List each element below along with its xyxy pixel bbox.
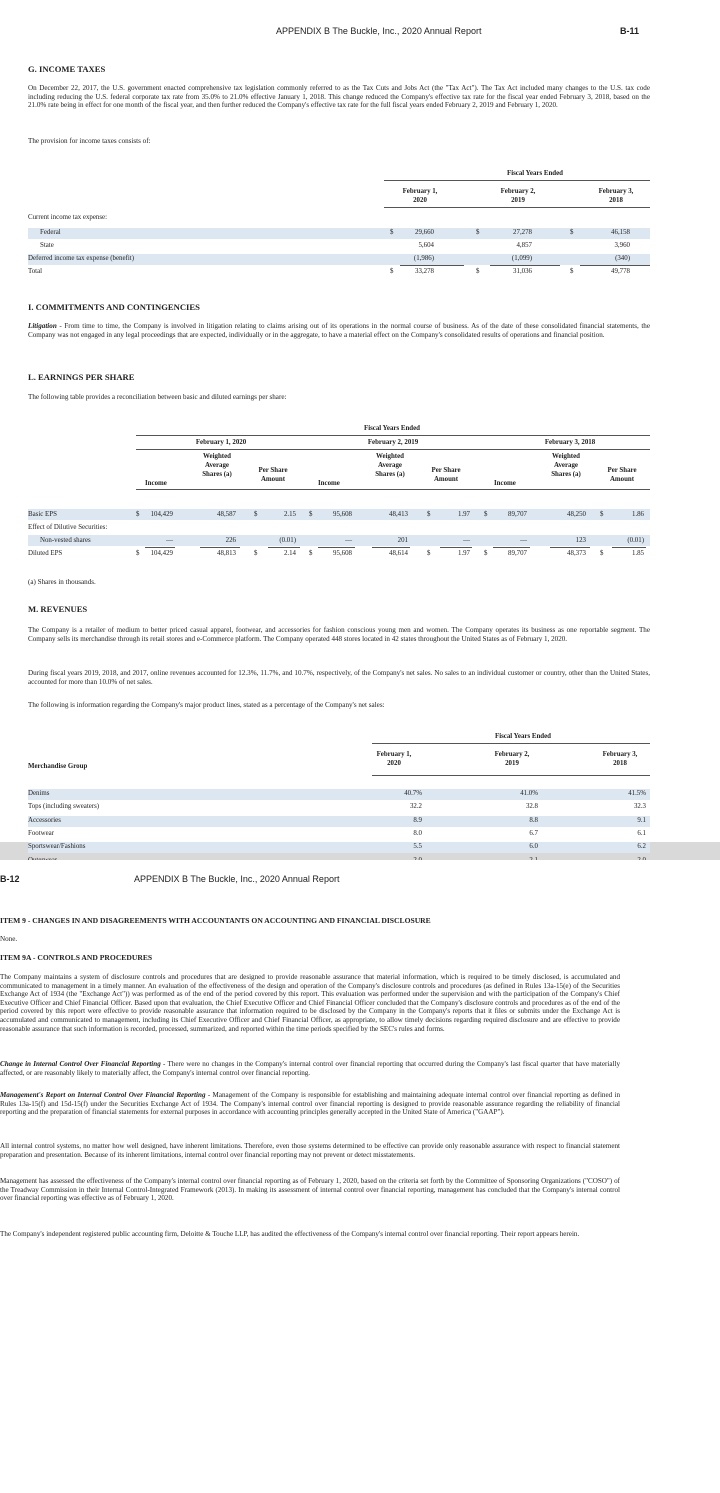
tax-cell-value: (340) (615, 255, 630, 262)
row-shade (28, 228, 650, 239)
tax-cell-dollar: $ (390, 268, 394, 275)
merch-cell-2018: 32.3 (633, 803, 646, 811)
tax-cell-value: 31,036 (513, 268, 532, 275)
eps-total-rule (493, 547, 530, 548)
merch-cell-2019: 6.0 (529, 843, 538, 851)
eps-total-rule (550, 547, 590, 548)
eps-cell: 201 (397, 537, 408, 544)
tax-cell-value: 3,960 (614, 242, 630, 249)
eps-total-rule (372, 547, 410, 548)
tax-col-feb-2020: February 1, 2020 (402, 188, 438, 204)
tax-cell-value: 4,857 (516, 242, 532, 249)
eps-total-rule (440, 547, 472, 548)
eps-cell: 1.85 (631, 550, 644, 557)
item9-body: None. (0, 935, 18, 943)
eps-cell: 48,614 (389, 550, 408, 557)
merch-cell-2020: 32.2 (409, 803, 422, 811)
eps-cell: $ (600, 511, 604, 518)
tax-cell-dollar: $ (476, 229, 480, 236)
row-shade (28, 842, 650, 853)
tax-cell-dollar: $ (570, 229, 574, 236)
merch-cell-2020: 8.0 (413, 829, 422, 837)
merch-cell-2020: 40.7% (404, 790, 422, 797)
tax-table-rule (384, 207, 650, 208)
controls-paragraph-4: All internal control systems, no matter how well designed, have inherent limitations. Therefore, even those systems determined to be effective can provide only reasonable assurance with respect to financial statement preparation and presentation. Because of its inherent limitations, internal control over financial reporting may not prevent or detect misstatements. (0, 1142, 620, 1159)
eps-head-per-share: Amount (433, 476, 459, 483)
tax-cell-dollar: $ (570, 268, 574, 275)
eps-cell: $ (484, 550, 488, 557)
eps-period-2020: February 1, 2020 (195, 439, 247, 446)
eps-cell: 1.97 (457, 550, 470, 557)
row-shade (28, 789, 650, 800)
eps-cell: 226 (225, 537, 236, 544)
eps-total-rule (268, 547, 300, 548)
eps-head-weighted: Weighted (376, 453, 404, 460)
merch-cell-2020: 8.9 (413, 816, 422, 824)
section-heading-revenues: M. REVENUES (28, 604, 88, 614)
eps-head-income: Income (494, 480, 516, 487)
merch-rule (372, 743, 650, 744)
merch-row-label: Denims (28, 790, 50, 797)
controls-paragraph-2: Change in Internal Control Over Financial Reporting - There were no changes in the Company's internal control over financial reporting that occurred during the Company's last fiscal quarter that have materially affected, or are reasonably likely to materially affect, the Company's internal control over financial reporting. (0, 1060, 620, 1077)
tax-total-rule (490, 265, 560, 266)
eps-cell: $ (427, 511, 431, 518)
tax-cell-value: 33,278 (415, 268, 434, 275)
eps-cell: — (345, 537, 352, 544)
merch-row-label: Footwear (28, 829, 55, 837)
eps-cell: 2.14 (283, 550, 296, 557)
eps-cell: 48,587 (217, 511, 236, 518)
controls-paragraph-3: Management's Report on Internal Control Over Financial Reporting - Management of the Company is responsible for establishing and maintaining adequate internal control over financial reporting as defined in Rules 13a-15(f) and 15d-15(f) under the Securities Exchange Act of 1934. The Company's internal control over financial reporting is designed to provide reasonable assurance regarding the reliability of financial reporting and the preparation of financial statements for external purposes in accordance with accounting principles generally accepted in the United State of America ("GAAP"). (0, 1091, 621, 1117)
merch-cell-2018: 41.5% (628, 790, 646, 797)
merch-col-2019: February 2, 2019 (494, 751, 530, 767)
eps-cell: $ (309, 550, 313, 557)
eps-rule (136, 489, 650, 490)
eps-period-2018: February 3, 2018 (544, 439, 596, 446)
eps-cell: $ (254, 550, 258, 557)
eps-cell: — (463, 537, 470, 544)
page-number: B-11 (620, 26, 640, 36)
item9-heading: ITEM 9 - CHANGES IN AND DISAGREEMENTS WITH ACCOUNTANTS ON ACCOUNTING AND FINANCIAL DISCLOSURE (0, 916, 431, 925)
eps-head-weighted: Average (378, 462, 402, 469)
revenues-intro: The following is information regarding the Company's major product lines, stated as a percentage of the Company's net sales: (28, 701, 385, 709)
eps-row-label: Basic EPS (28, 511, 57, 518)
eps-cell: $ (136, 550, 140, 557)
eps-total-rule (200, 547, 240, 548)
tax-row-label: Federal (40, 229, 61, 236)
eps-head-weighted: Weighted (203, 453, 231, 460)
merch-cell-2018: 6.1 (637, 829, 646, 837)
eps-cell: $ (484, 511, 488, 518)
tax-cell-value: 27,278 (513, 229, 532, 236)
eps-cell: — (520, 537, 527, 544)
eps-head-weighted: Shares (a) (375, 471, 405, 478)
tax-cell-dollar: $ (390, 229, 394, 236)
controls-paragraph-1: The Company maintains a system of disclosure controls and procedures that are designed to provide reasonable assurance that material information, which is required to be timely disclosed, is accumulated and communicated to management in a timely manner. An evaluation of the effectiveness of the design and operation of the Company's disclosure controls and procedures (as defined in Rules 13a-15(e) of the Securities Exchange Act of 1934 (the "Exchange Act")) was performed as of the end of the period covered by this report. This evaluation was performed under the supervision and with the participation of the Company's Chief Executive Officer and Chief Financial Officer. Based upon that evaluation, the Chief Executive Officer and Chief Financial Officer concluded that the Company's disclosure controls and procedures as of the end of the period covered by this report were effective to provide reasonable assurance that information required to be disclosed by the Company in the Company's reports that it files or submits under the Exchange Act is accumulated and communicated to management, including its Chief Executive Officer and Chief Financial Officer, as appropriate, to allow timely decisions regarding required disclosure and are effective to provide reasonable assurance that such information is recorded, processed, summarized, and reported within the time periods specified by the SEC's rules and forms. (0, 973, 620, 1033)
merch-row-header: Merchandise Group (28, 763, 88, 770)
eps-cell: $ (254, 511, 258, 518)
eps-cell: 95,608 (333, 511, 352, 518)
page-b-12 (0, 860, 720, 1493)
revenues-paragraph-2: During fiscal years 2019, 2018, and 2017, online revenues accounted for 12.3%, 11.7%, and 10.7%, respectively, of the Company's net sales. No sales to an individual customer or country, other than the United States, accounted for more than 10.0% of net sales. (28, 669, 650, 686)
eps-total-rule (318, 547, 355, 548)
section-heading-income-taxes: G. INCOME TAXES (28, 64, 106, 74)
eps-cell: $ (427, 550, 431, 557)
eps-cell: 48,813 (217, 550, 236, 557)
section-heading-commitments: I. COMMITMENTS AND CONTINGENCIES (28, 302, 200, 312)
eps-head-income: Income (318, 480, 340, 487)
eps-row-label: Non-vested shares (40, 537, 91, 544)
eps-cell: — (166, 537, 173, 544)
eps-cell: 89,707 (508, 550, 527, 557)
eps-group-header: Fiscal Years Ended (363, 425, 421, 432)
eps-head-weighted: Shares (a) (551, 471, 581, 478)
income-taxes-paragraph: On December 22, 2017, the U.S. government enacted comprehensive tax legislation commonly referred to as the Tax Cuts and Jobs Act (the "Tax Act"). The Tax Act included many changes to the U.S. tax code including reducing the U.S. federal corporate tax rate from 35.0% to 21.0% effective January 1, 2018. This change reduced the Company's effective tax rate for the fiscal year ended February 3, 2018, based on the 21.0% rate being in effect for one month of the fiscal year, and then further reduced the Company's effective tax rate for the full fiscal years ended February 2, 2019 and February 1, 2020. (28, 84, 650, 110)
eps-cell: $ (600, 550, 604, 557)
merch-cell-2018: 9.1 (637, 816, 646, 824)
controls-paragraph-5: Management has assessed the effectiveness of the Company's internal control over financial reporting as of February 1, 2020, based on the criteria set forth by the Committee of Sponsoring Organizations ("COSO") of the Treadway Commission in their Internal Control-Integrated Framework (2013). In making its assessment of internal control over financial reporting, management has concluded that the Company's internal control over financial reporting was effective as of February 1, 2020. (0, 1177, 620, 1203)
eps-rule (136, 435, 650, 436)
eps-row-label: Effect of Dilutive Securities: (28, 524, 108, 531)
eps-head-per-share: Amount (260, 476, 286, 483)
eps-total-rule (145, 547, 175, 548)
tax-cell-value: 46,158 (611, 229, 630, 236)
merch-col-2018: February 3, 2018 (602, 751, 638, 767)
eps-cell: $ (136, 511, 140, 518)
tax-col-feb-2019: February 2, 2019 (500, 188, 536, 204)
eps-cell: 104,429 (150, 511, 173, 518)
tax-cell-value: (1,099) (511, 255, 532, 262)
eps-head-weighted: Average (554, 462, 578, 469)
tax-section-label: Current income tax expense: (28, 214, 108, 221)
merch-cell-2019: 8.8 (529, 816, 538, 824)
eps-cell: 1.86 (631, 511, 644, 518)
eps-head-weighted: Average (205, 462, 229, 469)
tax-cell-value: 5,604 (418, 242, 434, 249)
eps-intro: The following table provides a reconciliation between basic and diluted earnings per share: (28, 393, 287, 401)
tax-col-feb-2018: February 3, 2018 (598, 188, 634, 204)
merch-cell-2020: 5.5 (413, 843, 422, 851)
eps-cell: 104,429 (150, 550, 173, 557)
merch-row-label: Sportswear/Fashions (28, 843, 86, 851)
tax-cell-value: 49,778 (611, 268, 630, 275)
tax-row-label: Total (28, 268, 43, 275)
eps-row-label: Diluted EPS (28, 550, 63, 557)
eps-footnote: (a) Shares in thousands. (28, 578, 96, 586)
eps-cell: 48,250 (567, 511, 586, 518)
merch-row-label: Accessories (28, 816, 61, 824)
eps-head-per-share: Amount (609, 476, 635, 483)
eps-cell: (0.01) (279, 537, 296, 544)
eps-head-per-share: Per Share (607, 467, 637, 474)
eps-cell: 89,707 (508, 511, 527, 518)
tax-cell-value: (1,986) (413, 255, 434, 262)
merch-row-label: Tops (including sweaters) (28, 803, 100, 811)
tax-cell-value: 29,660 (415, 229, 434, 236)
eps-cell: 2.15 (283, 511, 296, 518)
eps-cell: 48,413 (389, 511, 408, 518)
page-number: B-12 (0, 874, 20, 884)
eps-head-weighted: Weighted (552, 453, 580, 460)
controls-paragraph-6: The Company's independent registered public accounting firm, Deloitte & Touche LLP, has audited the effectiveness of the Company's internal control over financial reporting. Their report appears herein. (0, 1230, 580, 1238)
eps-total-rule (612, 547, 646, 548)
section-heading-eps: L. EARNINGS PER SHARE (28, 372, 135, 382)
eps-cell: 123 (575, 537, 586, 544)
tax-total-rule (580, 265, 650, 266)
eps-cell: 95,608 (333, 550, 352, 557)
tax-cell-dollar: $ (476, 268, 480, 275)
page-header-title: APPENDIX B The Buckle, Inc., 2020 Annual Report (276, 26, 482, 36)
tax-total-rule (400, 265, 464, 266)
eps-head-income: Income (145, 480, 167, 487)
merch-cell-2019: 32.8 (525, 803, 538, 811)
litigation-lead: Litigation (28, 322, 57, 330)
merch-col-2020: February 1, 2020 (376, 751, 412, 767)
tax-table-group-header: Fiscal Years Ended (506, 170, 564, 177)
tax-row-label: State (40, 242, 54, 249)
merch-group-header: Fiscal Years Ended (494, 733, 552, 740)
merch-cell-2019: 41.0% (520, 790, 538, 797)
eps-head-per-share: Per Share (258, 467, 288, 474)
item9a-heading: ITEM 9A - CONTROLS AND PROCEDURES (0, 953, 153, 962)
eps-period-2019: February 2, 2019 (367, 439, 419, 446)
eps-cell: $ (309, 511, 313, 518)
eps-rule (136, 449, 650, 450)
eps-cell: 1.97 (457, 511, 470, 518)
tax-row-label: Deferred income tax expense (benefit) (28, 255, 134, 262)
eps-head-weighted: Shares (a) (202, 471, 232, 478)
tax-table-rule (384, 180, 650, 181)
row-shade (28, 816, 650, 827)
merch-cell-2018: 6.2 (637, 843, 646, 851)
revenues-paragraph-1: The Company is a retailer of medium to better priced casual apparel, footwear, and accessories for fashion conscious young men and women. The Company operates its business as one reportable segment. The Company sells its merchandise through its retail stores and e-Commerce platform. The Company operated 448 stores located in 42 states throughout the United States as of February 1, 2020. (28, 626, 650, 643)
eps-head-per-share: Per Share (431, 467, 461, 474)
eps-cell: 48,373 (567, 550, 586, 557)
merch-rule (372, 775, 650, 776)
page-header-title: APPENDIX B The Buckle, Inc., 2020 Annual Report (134, 874, 340, 884)
income-taxes-intro: The provision for income taxes consists of: (28, 137, 151, 145)
commitments-paragraph: Litigation - From time to time, the Company is involved in litigation relating to claims arising out of its operations in the normal course of business. As of the date of these consolidated financial statements, the Company was not engaged in any legal proceedings that are expected, individually or in the aggregate, to have a material effect on the Company's consolidated results of operations and financial position. (28, 322, 650, 339)
eps-cell: (0.01) (627, 537, 644, 544)
merch-cell-2019: 6.7 (529, 829, 538, 837)
